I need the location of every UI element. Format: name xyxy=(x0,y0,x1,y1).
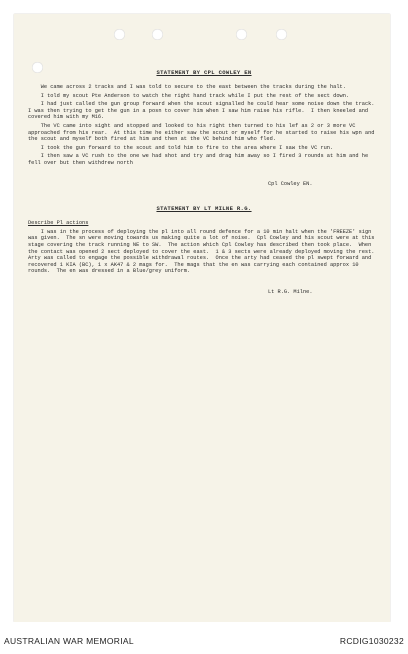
subheading: Describe Pl actions xyxy=(28,220,89,227)
statement-heading: STATEMENT BY LT MILNE R.G. xyxy=(156,205,252,213)
paragraph: I had just called the gun group forward when the scout signalled he could hear some noise down the track. I was then trying to get the gun in a posn to cover him when I saw him raise his rifle. I then kneeled and covered him with my M16. xyxy=(28,101,381,121)
punch-hole xyxy=(152,29,163,40)
paragraph: I took the gun forward to the scout and told him to fire to the area where I saw the VC run. xyxy=(28,144,334,151)
paragraph: I then saw a VC rush to the one we had shot and try and drag him away so I fired 3 rounds at him and he fell over but then withdrew north xyxy=(28,153,372,166)
document-sheet xyxy=(14,14,390,622)
punch-hole xyxy=(114,29,125,40)
paragraph: The VC came into sight and stopped and looked to his right then turned to his lef as 2 or 3 more VC approached from his rear. At this time he either saw the scout or myself for he started to raise his wpn and the scout and myself both fired at him and then at the VC behind him who fled. xyxy=(28,122,378,143)
punch-hole xyxy=(276,29,287,40)
paragraph: I told my scout Pte Anderson to watch the right hand track while I put the rest of the sect down. xyxy=(28,92,350,99)
document-body xyxy=(28,69,380,313)
signature: Cpl Cowley EN. xyxy=(268,180,313,187)
punch-hole xyxy=(236,29,247,40)
signature: Lt R.G. Milne. xyxy=(268,288,313,295)
paragraph: We came across 2 tracks and I was told to secure to the east between the tracks during the halt. xyxy=(28,84,346,90)
statement-heading: STATEMENT BY CPL COWLEY EN xyxy=(156,69,252,76)
archive-id: RCDIG1030232 xyxy=(339,636,404,646)
archive-name: AUSTRALIAN WAR MEMORIAL xyxy=(4,636,134,646)
paragraph: I was in the process of deploying the pl into all round defence for a 10 min halt when the 'FREEZE' sign was given. The sn were moving towards us making quite a lot of noise. Cpl Cowley and his scout were at this stage covering the track running NE to SW. The action which Cpl Cowley has described then took place. When the contact was opened 2 sect deployed to cover the east. 1 & 3 sects were already deployed moving the rest. Arty was called to engage the possible withdrawal routes. Once the arty had ceased the pl swept forward and recovered 1 KIA (BC), 1 x AK47 & 2 mags for. The mags that the en was carrying each contained approx 10 rounds. The en was dressed in a Blue/grey uniform. xyxy=(28,228,381,275)
archive-footer xyxy=(0,622,408,654)
